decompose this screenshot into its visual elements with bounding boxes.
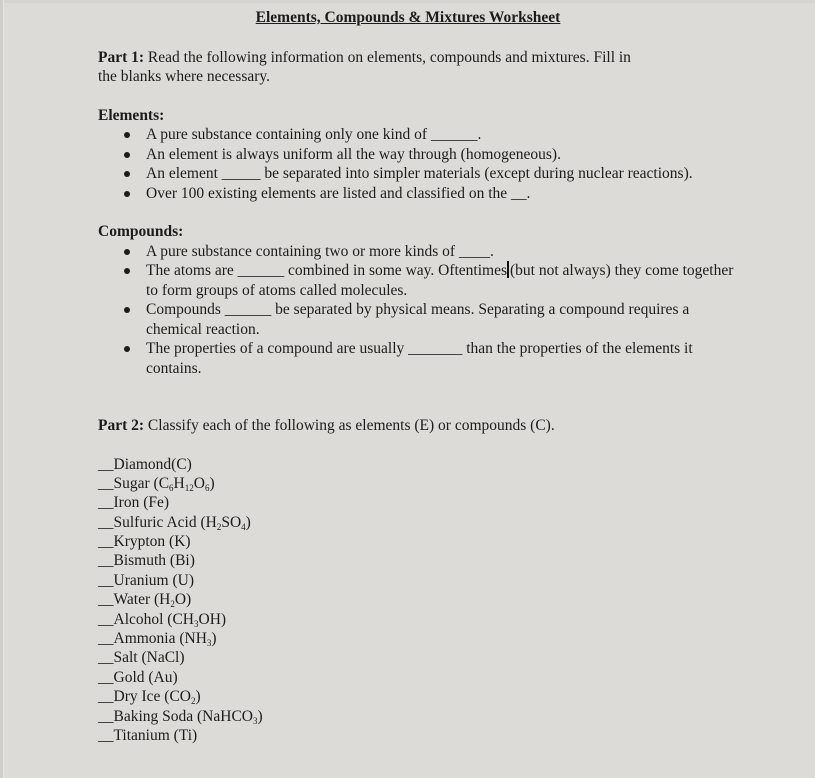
item-name: Salt (NaCl) (113, 649, 185, 667)
classification-item (98, 474, 738, 493)
answer-blank[interactable]: __ (98, 649, 114, 667)
bullet-icon (124, 249, 130, 255)
item-name: Bismuth (Bi) (113, 552, 195, 570)
subscript: 6 (169, 482, 174, 493)
classification-list (98, 455, 738, 746)
subscript: 3 (206, 638, 212, 649)
bullet-icon (124, 268, 130, 274)
subscript: 2 (170, 599, 175, 610)
compounds-bullet: The atoms are ______ combined in some way. Oftentimes (but not always) they come together to form groups of atoms called molecules. (122, 261, 738, 300)
window-left-edge (0, 0, 4, 778)
compounds-bullet: The properties of a compound are usually _______ than the properties of the elements it contains. (122, 339, 738, 378)
part2-label: Part 2: (98, 417, 145, 434)
classification-item (98, 590, 738, 609)
bullet-icon (124, 307, 130, 313)
item-name: Krypton (K) (113, 533, 191, 551)
item-name: Titanium (Ti) (113, 726, 198, 744)
bullet-icon (124, 346, 130, 352)
classification-item (98, 668, 738, 687)
compounds-list (98, 242, 738, 379)
elements-heading: Elements: (98, 106, 165, 124)
item-name: Baking Soda (NaHCO$_3$) (113, 707, 263, 726)
item-name: Water $(H_2O)$ (113, 591, 192, 610)
answer-blank[interactable]: __ (98, 455, 114, 473)
classification-item (98, 648, 738, 667)
item-name: Alcohol $(CH_3OH)$ (113, 610, 227, 629)
bullet-icon (124, 191, 130, 197)
elements-bullet: A pure substance containing only one kind of ______. (122, 125, 738, 145)
item-name: Dry Ice $(CO_2)$ (113, 688, 201, 707)
bullet-icon (124, 152, 130, 158)
part1-label: Part 1: (98, 48, 145, 66)
answer-blank[interactable]: __ (98, 668, 114, 686)
answer-blank[interactable]: __ (98, 630, 114, 648)
compounds-bullet: Compounds ______ be separated by physical means. Separating a compound requires a chemical reaction. (122, 300, 738, 339)
part2-instructions (98, 416, 738, 436)
compounds-heading: Compounds: (98, 223, 184, 240)
compounds-bullet: A pure substance containing two or more kinds of ____. (122, 242, 738, 262)
elements-bullet: An element _____ be separated into simpler materials (except during nuclear reactions). (122, 164, 738, 184)
text-cursor (507, 261, 509, 278)
item-name: Sulfuric Acid $(H_2SO_4)$ (113, 513, 251, 532)
part1-text-line1: Read the following information on elements, compounds and mixtures. Fill in (144, 48, 631, 66)
item-name: Iron (Fe) (113, 494, 170, 512)
bullet-icon (124, 171, 130, 177)
classification-item (98, 687, 738, 706)
answer-blank[interactable]: __ (98, 707, 114, 725)
part1-instructions (98, 48, 738, 87)
answer-blank[interactable]: __ (98, 591, 114, 609)
elements-bullet: An element is always uniform all the way through (homogeneous). (122, 145, 738, 165)
subscript: 12 (184, 482, 194, 493)
subscript: 4 (241, 521, 246, 532)
bullet-icon (124, 132, 130, 138)
classification-item (98, 455, 738, 474)
classification-item (98, 726, 738, 745)
classification-item (98, 513, 738, 532)
item-name: Diamond(C) (113, 455, 192, 473)
answer-blank[interactable]: __ (98, 688, 114, 706)
answer-blank[interactable]: __ (98, 533, 114, 551)
subscript: 3 (253, 715, 258, 726)
part1-text-line2: the blanks where necessary. (98, 68, 271, 85)
worksheet-page (98, 8, 738, 745)
subscript: 2 (216, 521, 222, 532)
subscript: 2 (190, 696, 196, 707)
answer-blank[interactable]: __ (98, 726, 114, 744)
answer-blank[interactable]: __ (98, 571, 114, 589)
answer-blank[interactable]: __ (98, 610, 114, 628)
worksheet-title: Elements, Compounds & Mixtures Worksheet (255, 9, 561, 26)
classification-item (98, 629, 738, 648)
answer-blank[interactable]: __ (98, 494, 114, 512)
window-top-edge (0, 0, 815, 3)
answer-blank[interactable]: __ (98, 474, 114, 492)
subscript: 6 (204, 482, 210, 493)
elements-bullet: Over 100 existing elements are listed and classified on the __. (122, 184, 738, 204)
classification-item (98, 493, 738, 512)
answer-blank[interactable]: __ (98, 552, 114, 570)
answer-blank[interactable]: __ (98, 513, 114, 531)
item-name: Gold (Au) (113, 668, 178, 686)
part2-text: Classify each of the following as elements (E) or compounds (C). (144, 417, 555, 434)
classification-item (98, 707, 738, 726)
subscript: 3 (194, 618, 199, 629)
classification-item (98, 571, 738, 590)
classification-item (98, 610, 738, 629)
classification-item (98, 551, 738, 570)
item-name: Sugar $(C_6H_{12}O_6)$ (113, 474, 215, 493)
item-name: Uranium (U) (113, 571, 194, 589)
elements-list (98, 125, 738, 203)
classification-item (98, 532, 738, 551)
item-name: Ammonia $(NH_3)$ (113, 630, 217, 649)
